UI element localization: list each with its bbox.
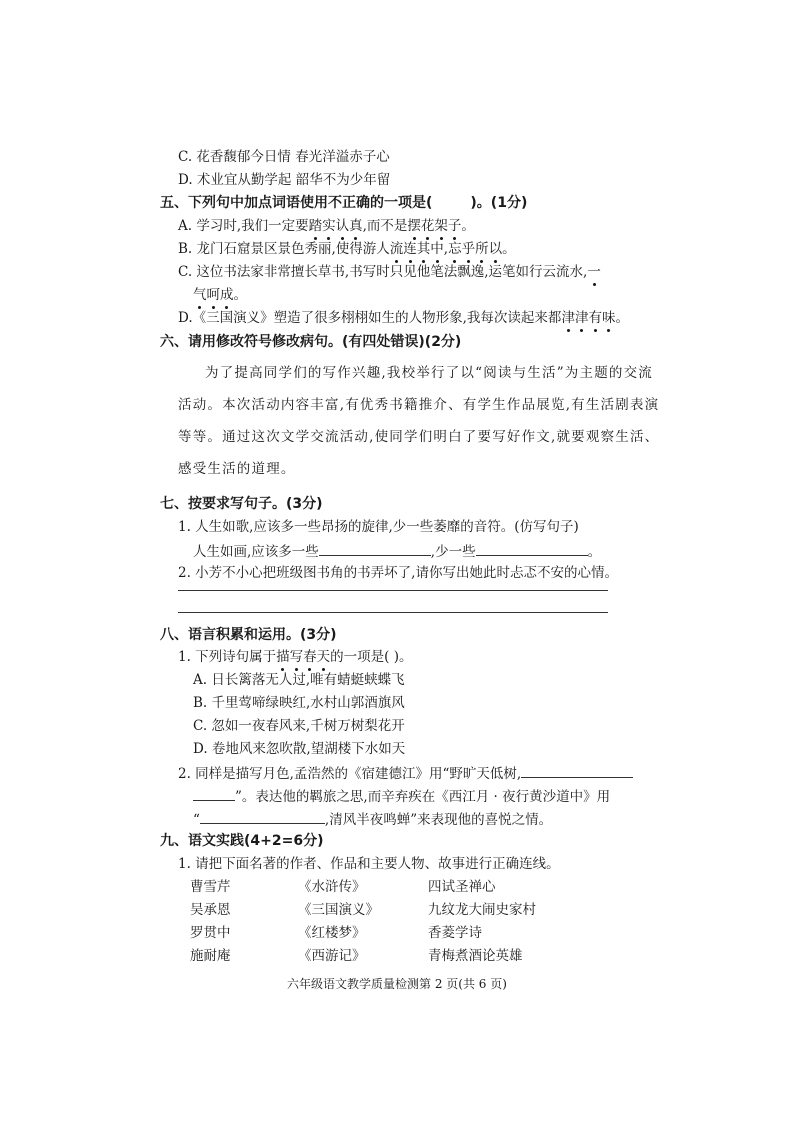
emphasis-char: 实 (322, 218, 336, 234)
emphasis-char: 有 (588, 310, 602, 326)
author-cell[interactable]: 施耐庵 (190, 948, 231, 964)
q5-option-c-continued: 气呵成。 (193, 287, 247, 303)
q7-item-1-answer: 人生如画,应该多一些 ,少一些 。 (193, 541, 601, 561)
answer-line[interactable] (178, 612, 608, 613)
dotted-word (276, 649, 330, 665)
story-cell[interactable]: 四试圣禅心 (428, 879, 496, 895)
q5-option-a: A. 学习时,我们一定要踏实认真,而不是摆花架子。 (178, 218, 475, 234)
emphasis-char: 津 (574, 310, 589, 326)
emphasis-char: 中 (430, 241, 444, 257)
q8-item-2-line-2: ”。表达他的羁旅之思,而辛弃疾在《西江月 · 夜行黄沙道中》用 (193, 786, 610, 806)
dotted-word (193, 287, 234, 303)
q6-heading: 六、请用修改符号修改病句。(有四处错误)(2分) (160, 334, 462, 350)
emphasis-char: 花 (420, 218, 435, 234)
emphasis-char: 天 (316, 649, 331, 665)
dotted-word (587, 264, 601, 280)
dotted-word (561, 310, 615, 326)
q7-item-2: 2. 小芳不小心把班级图书角的书弄坏了,请你写出她此时忐忑不安的心情。 (178, 565, 618, 581)
page-footer: 六年级语文教学质量检测第 2 页(共 6 页) (287, 977, 507, 991)
q7-heading: 七、按要求写句子。(3分) (160, 496, 323, 512)
emphasis-char: 写 (289, 649, 304, 665)
answer-line[interactable] (178, 590, 608, 591)
emphasis-char: 味 (601, 310, 616, 326)
emphasis-char: 其 (416, 241, 431, 257)
emphasis-char: 流 (389, 241, 404, 257)
q8-heading: 八、语言积累和运用。(3分) (160, 627, 337, 643)
emphasis-char: 忘 (448, 241, 462, 257)
emphasis-char: 踏 (308, 218, 323, 234)
emphasis-char: 一 (587, 264, 601, 280)
answer-blank[interactable] (193, 786, 235, 801)
q8-item-2-line-3: “ ,清风半夜鸣蝉”来表现他的喜悦之情。 (193, 809, 552, 829)
q8-item-1: 1. 下列诗句属于描写春天的一项是( )。 (178, 649, 413, 665)
emphasis-char: 真 (349, 218, 363, 234)
emphasis-char: 摆 (407, 218, 421, 234)
emphasis-char: 成 (220, 287, 234, 303)
q7-item-1: 1. 人生如歌,应该多一些昂扬的旋律,少一些萎靡的音符。(仿写句子) (178, 519, 579, 535)
q6-paragraph-line-1: 为了提高同学们的写作兴趣,我校举行了以“阅读与生活”为主题的交流 (205, 365, 653, 381)
q9-item-1: 1. 请把下面名著的作者、作品和主要人物、故事进行正确连线。 (178, 856, 560, 872)
emphasis-char: 气 (193, 287, 207, 303)
story-cell[interactable]: 青梅煮酒论英雄 (428, 948, 523, 964)
emphasis-char: 呵 (206, 287, 220, 303)
answer-blank[interactable] (319, 541, 431, 556)
story-cell[interactable]: 香菱学诗 (428, 925, 482, 941)
q5-option-b: B. 龙门石窟景区景色秀丽,使得游人流连其中,忘乎所以。 (178, 241, 516, 257)
emphasis-char: 架 (434, 218, 448, 234)
work-cell[interactable]: 《西游记》 (298, 948, 366, 964)
emphasis-char: 乎 (461, 241, 476, 257)
dotted-word (390, 241, 444, 257)
q8-option-c: C. 忽如一夜春风来,千树万树梨花开 (193, 718, 405, 734)
author-cell[interactable]: 吴承恩 (190, 902, 231, 918)
answer-blank[interactable] (521, 763, 633, 778)
emphasis-char: 描 (276, 649, 290, 665)
work-cell[interactable]: 《三国演义》 (298, 902, 379, 918)
work-cell[interactable]: 《红楼梦》 (298, 925, 366, 941)
q6-paragraph-line-4: 感受生活的道理。 (178, 461, 296, 477)
answer-blank[interactable] (200, 809, 325, 824)
q5-option-d: D.《三国演义》塑造了很多栩栩如生的人物形象,我每次读起来都津津有味。 (178, 310, 629, 326)
emphasis-char: 春 (303, 649, 317, 665)
story-cell[interactable]: 九纹龙大闹史家村 (428, 902, 536, 918)
q9-heading: 九、语文实践(4+2=6分) (160, 833, 324, 849)
q5-heading: 五、下列句中加点词语使用不正确的一项是( )。(1分) (160, 195, 528, 211)
dotted-word (309, 218, 363, 234)
dotted-word (407, 218, 461, 234)
author-cell[interactable]: 罗贯中 (190, 925, 231, 941)
q8-item-2: 2. 同样是描写月色,孟浩然的《宿建德江》用“野旷天低树, (178, 763, 633, 783)
author-cell[interactable]: 曹雪芹 (190, 879, 231, 895)
q6-paragraph-line-2: 活动。本次活动内容丰富,有优秀书籍推介、有学生作品展览,有生活剧表演 (178, 397, 660, 413)
answer-blank[interactable] (476, 541, 588, 556)
work-cell[interactable]: 《水浒传》 (298, 879, 366, 895)
q4-option-d: D. 术业宜从勤学起 韶华不为少年留 (178, 172, 391, 188)
emphasis-char: 连 (403, 241, 417, 257)
emphasis-char: 津 (561, 310, 575, 326)
q8-option-b: B. 千里莺啼绿映红,水村山郭酒旗风 (193, 695, 405, 711)
q4-option-c: C. 花香馥郁今日情 春光洋溢赤子心 (178, 149, 390, 165)
q6-paragraph-line-3: 等等。通过这次文学交流活动,使同学们明白了要写好作文,就要观察生活、 (178, 429, 660, 445)
emphasis-char: 以 (488, 241, 503, 257)
q5-option-c: C. 这位书法家非常擅长草书,书写时只见他笔法飘逸,运笔如行云流水,一 (178, 264, 601, 280)
emphasis-char: 认 (335, 218, 350, 234)
emphasis-char: 子 (447, 218, 462, 234)
emphasis-char: 所 (475, 241, 489, 257)
q8-option-d: D. 卷地风来忽吹散,望湖楼下水如天 (193, 741, 406, 757)
q8-option-a: A. 日长篱落无人过,唯有蜻蜓蛱蝶飞 (193, 672, 405, 688)
dotted-word (448, 241, 502, 257)
